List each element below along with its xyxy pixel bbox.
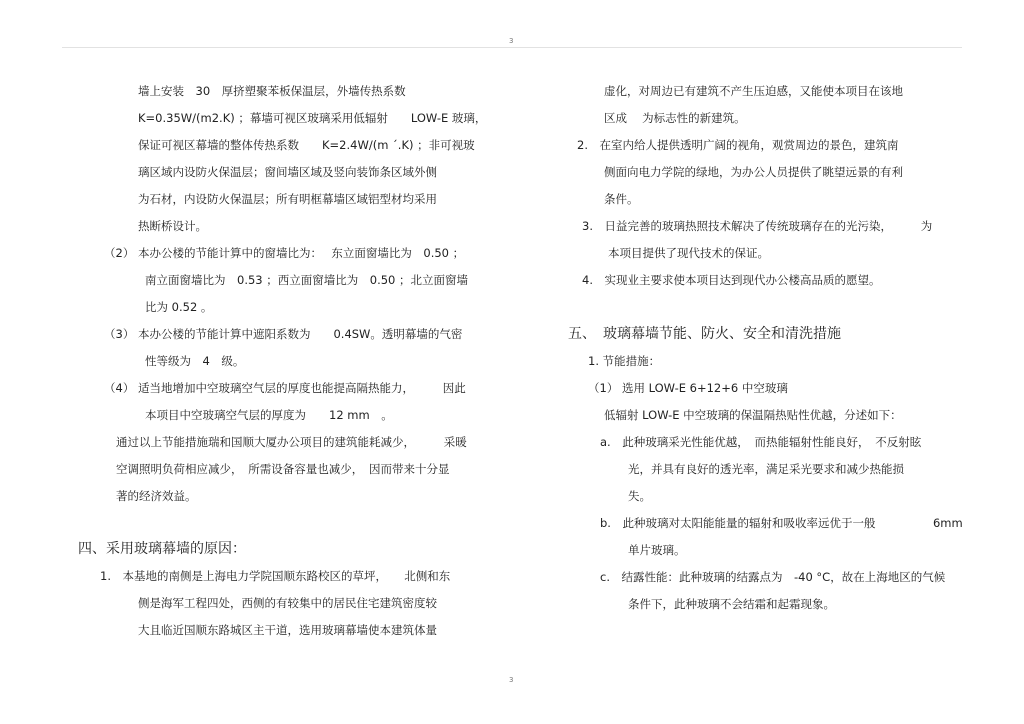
body-line: 侧面向电力学院的绿地，为办公人员提供了眺望远景的有利 <box>604 165 903 179</box>
body-line: 3. 日益完善的玻璃热照技术解决了传统玻璃存在的光污染， 为 <box>582 219 933 233</box>
body-line: 空调照明负荷相应减少， 所需设备容量也减少， 因而带来十分显 <box>116 462 450 476</box>
body-line: 性等级为 4 级。 <box>145 354 245 368</box>
body-line: 低辐射 LOW-E 中空玻璃的保温隔热贴性优越，分述如下： <box>604 408 902 422</box>
body-line: 本项目提供了现代技术的保证。 <box>608 246 769 260</box>
header-rule <box>62 47 962 48</box>
footer-page-number: 3 <box>509 676 514 684</box>
body-line: 著的经济效益。 <box>116 489 197 503</box>
header-page-number: 3 <box>509 37 514 45</box>
body-line: （1） 选用 LOW-E 6+12+6 中空玻璃 <box>588 381 788 395</box>
body-line: 条件下，此种玻璃不会结霜和起霜现象。 <box>628 597 835 611</box>
body-line: 1. 节能措施： <box>588 354 661 368</box>
body-line: 通过以上节能措施瑞和国顺大厦办公项目的建筑能耗减少， 采暖 <box>116 435 467 449</box>
section-heading-four: 四、采用玻璃幕墙的原因： <box>78 541 246 557</box>
body-line: 侧是海军工程四处，西侧的有较集中的居民住宅建筑密度较 <box>138 596 437 610</box>
section-heading-five: 五、 玻璃幕墙节能、防火、安全和清洗措施 <box>568 326 841 342</box>
body-line: 条件。 <box>604 192 639 206</box>
body-line: 保证可视区幕墙的整体传热系数 K=2.4W/(m ´.K) ；非可视玻 <box>138 138 475 152</box>
body-line: 墙上安装 30 厚挤塑聚苯板保温层，外墙传热系数 <box>138 84 406 98</box>
body-line: 4. 实现业主要求使本项目达到现代办公楼高品质的愿望。 <box>582 273 881 287</box>
body-line: （3） 本办公楼的节能计算中遮阳系数为 0.4SW。透明幕墙的气密 <box>104 327 463 341</box>
body-line: 1. 本基地的南侧是上海电力学院国顺东路校区的草坪， 北侧和东 <box>100 569 451 583</box>
body-line: 热断桥设计。 <box>138 219 207 233</box>
body-line: 虚化，对周边已有建筑不产生压迫感，又能使本项目在该地 <box>604 84 903 98</box>
body-line: b. 此种玻璃对太阳能能量的辐射和吸收率远优于一般 6mm <box>600 516 963 530</box>
body-line: K=0.35W/(m2.K) ；幕墙可视区玻璃采用低辐射 LOW-E 玻璃， <box>138 111 487 125</box>
body-line: 单片玻璃。 <box>628 543 686 557</box>
body-line: 比为 0.52 。 <box>145 300 213 314</box>
body-line: 失。 <box>628 489 651 503</box>
body-line: 南立面窗墙比为 0.53 ；西立面窗墙比为 0.50 ；北立面窗墙 <box>145 273 469 287</box>
body-line: a. 此种玻璃采光性能优越， 而热能辐射性能良好， 不反射眩 <box>600 435 922 449</box>
body-line: 本项目中空玻璃空气层的厚度为 12 mm 。 <box>145 408 393 422</box>
body-line: （2） 本办公楼的节能计算中的窗墙比为： 东立面窗墙比为 0.50 ； <box>104 246 465 260</box>
body-line: 2. 在室内给人提供透明广阔的视角，观赏周边的景色，建筑南 <box>577 138 899 152</box>
body-line: （4） 适当地增加中空玻璃空气层的厚度也能提高隔热能力， 因此 <box>104 381 466 395</box>
body-line: 为石材，内设防火保温层；所有明框幕墙区域铝型材均采用 <box>138 192 437 206</box>
body-line: 区成 为标志性的新建筑。 <box>604 111 746 125</box>
body-line: 光，并具有良好的透光率，满足采光要求和减少热能损 <box>628 462 904 476</box>
body-line: c. 结露性能：此种玻璃的结露点为 -40 °C，故在上海地区的气候 <box>600 570 946 584</box>
body-line: 大且临近国顺东路城区主干道，选用玻璃幕墙使本建筑体量 <box>138 623 437 637</box>
body-line: 璃区域内设防火保温层；窗间墙区域及竖向装饰条区域外侧 <box>138 165 437 179</box>
